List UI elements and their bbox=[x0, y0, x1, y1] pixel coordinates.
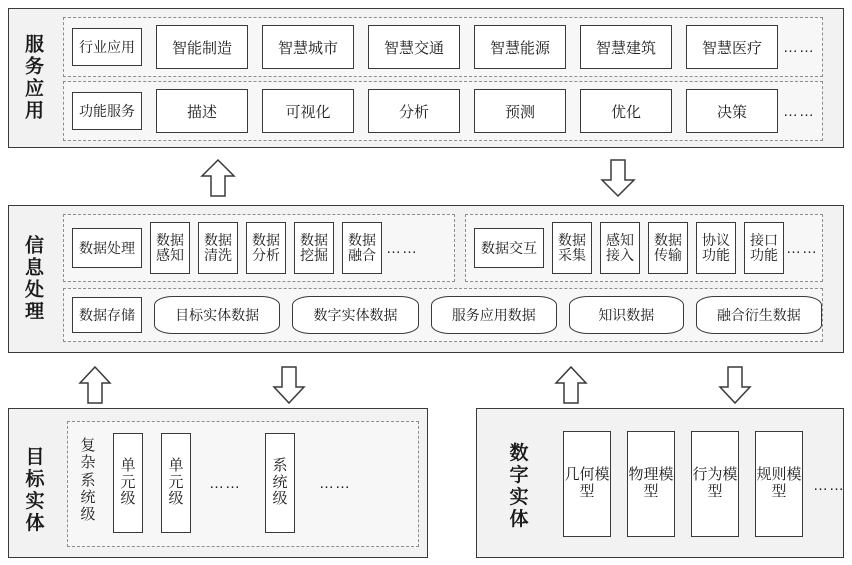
storage-item-digital-entity-data[interactable]: 数字实体数据 bbox=[292, 296, 418, 334]
exchange-item-data-transmission[interactable] bbox=[648, 222, 688, 274]
digital-entity-geometry-model[interactable]: 几何模型 bbox=[563, 431, 611, 537]
function-item-analysis[interactable]: 分析 bbox=[368, 89, 460, 133]
function-item-description[interactable]: 描述 bbox=[156, 89, 248, 133]
exchange-item-data-transmission-line2: 传输 bbox=[654, 247, 682, 263]
arrow-down-digital-entity bbox=[718, 365, 752, 405]
processing-item-data-cleaning-line1: 数据 bbox=[204, 231, 232, 248]
processing-item-data-fusion-line2: 融合 bbox=[348, 247, 376, 263]
layer-information-processing bbox=[8, 205, 844, 353]
group-data-storage-label: 数据存储 bbox=[72, 297, 142, 333]
storage-item-service-application-data[interactable]: 服务应用数据 bbox=[431, 296, 557, 334]
layer-information-processing-body bbox=[55, 206, 843, 352]
digital-entity-ellipsis: …… bbox=[813, 477, 845, 494]
function-item-optimization[interactable]: 优化 bbox=[580, 89, 672, 133]
function-item-prediction[interactable]: 预测 bbox=[474, 89, 566, 133]
target-entity-unit-level-1[interactable]: 单元级 bbox=[113, 433, 143, 533]
storage-item-knowledge-data[interactable]: 知识数据 bbox=[569, 296, 684, 334]
processing-item-data-cleaning-line2: 清洗 bbox=[204, 247, 232, 263]
service-item-smart-healthcare[interactable]: 智慧医疗 bbox=[686, 25, 778, 69]
processing-item-data-mining-line2: 挖掘 bbox=[300, 247, 328, 263]
layer-digital-entity bbox=[476, 408, 844, 558]
row-industry-application-ellipsis: …… bbox=[783, 38, 815, 56]
exchange-item-protocol-function-line2: 功能 bbox=[702, 247, 730, 263]
layer-digital-entity-title: 数字实体 bbox=[509, 443, 531, 530]
layer-service-application-title: 服务应用 bbox=[21, 34, 43, 122]
function-item-decision[interactable]: 决策 bbox=[686, 89, 778, 133]
layer-service-application-body bbox=[55, 9, 843, 147]
function-item-visualization[interactable]: 可视化 bbox=[262, 89, 354, 133]
processing-item-data-mining[interactable] bbox=[294, 222, 334, 274]
digital-entity-physics-model[interactable]: 物理模型 bbox=[627, 431, 675, 537]
group-data-storage bbox=[63, 288, 823, 342]
exchange-item-sensing-access[interactable] bbox=[600, 222, 640, 274]
group-data-exchange-label: 数据交互 bbox=[474, 228, 544, 268]
arrow-up-digital-entity bbox=[554, 365, 588, 405]
storage-item-fusion-derived-data[interactable]: 融合衍生数据 bbox=[696, 296, 822, 334]
layer-target-entity-title: 目标实体 bbox=[25, 447, 47, 534]
processing-item-data-analysis-line1: 数据 bbox=[252, 231, 280, 248]
processing-item-data-sensing-line1: 数据 bbox=[156, 231, 184, 248]
exchange-item-protocol-function-line1: 协议 bbox=[702, 231, 730, 248]
exchange-item-data-transmission-line1: 数据 bbox=[654, 231, 682, 248]
exchange-item-interface-function-line2: 功能 bbox=[750, 247, 778, 263]
row-function-service bbox=[63, 81, 823, 141]
service-item-smart-transport[interactable]: 智慧交通 bbox=[368, 25, 460, 69]
processing-item-data-cleaning[interactable] bbox=[198, 222, 238, 274]
arrow-up-service bbox=[200, 158, 236, 198]
exchange-item-interface-function[interactable] bbox=[744, 222, 784, 274]
exchange-item-protocol-function[interactable] bbox=[696, 222, 736, 274]
group-data-processing-ellipsis: …… bbox=[386, 239, 418, 257]
storage-item-target-entity-data[interactable]: 目标实体数据 bbox=[154, 296, 280, 334]
layer-target-entity bbox=[8, 408, 428, 558]
exchange-item-data-collection-line2: 采集 bbox=[558, 247, 586, 263]
processing-item-data-mining-line1: 数据 bbox=[300, 231, 328, 248]
target-entity-complex-system-label: 复杂系统级 bbox=[80, 437, 96, 523]
digital-entity-behavior-model[interactable]: 行为模型 bbox=[691, 431, 739, 537]
group-data-exchange bbox=[465, 214, 823, 282]
target-entity-inner-ellipsis: …… bbox=[209, 475, 241, 492]
processing-item-data-fusion[interactable] bbox=[342, 222, 382, 274]
service-item-smart-city[interactable]: 智慧城市 bbox=[262, 25, 354, 69]
exchange-item-sensing-access-line1: 感知 bbox=[606, 231, 634, 248]
processing-item-data-sensing[interactable] bbox=[150, 222, 190, 274]
exchange-item-interface-function-line1: 接口 bbox=[750, 231, 778, 248]
exchange-item-data-collection-line1: 数据 bbox=[558, 231, 586, 248]
target-entity-unit-level-2[interactable]: 单元级 bbox=[161, 433, 191, 533]
service-item-smart-energy[interactable]: 智慧能源 bbox=[474, 25, 566, 69]
row-industry-application-label: 行业应用 bbox=[72, 28, 142, 66]
arrow-down-target-entity bbox=[272, 365, 306, 405]
group-data-processing bbox=[63, 214, 455, 282]
group-data-processing-label: 数据处理 bbox=[72, 228, 142, 268]
group-data-exchange-ellipsis: …… bbox=[786, 239, 818, 257]
layer-service-application bbox=[8, 8, 844, 148]
arrow-up-target-entity bbox=[78, 365, 112, 405]
processing-item-data-analysis[interactable] bbox=[246, 222, 286, 274]
service-item-smart-building[interactable]: 智慧建筑 bbox=[580, 25, 672, 69]
exchange-item-sensing-access-line2: 接入 bbox=[606, 247, 634, 263]
row-function-service-ellipsis: …… bbox=[783, 102, 815, 120]
row-function-service-label: 功能服务 bbox=[72, 92, 142, 130]
processing-item-data-fusion-line1: 数据 bbox=[348, 231, 376, 248]
arrow-down-service bbox=[600, 158, 636, 198]
service-item-smart-manufacturing[interactable]: 智能制造 bbox=[156, 25, 248, 69]
target-entity-outer-ellipsis: …… bbox=[319, 475, 351, 492]
row-industry-application bbox=[63, 17, 823, 77]
processing-item-data-sensing-line2: 感知 bbox=[156, 247, 184, 263]
processing-item-data-analysis-line2: 分析 bbox=[252, 247, 280, 263]
layer-information-processing-title: 信息处理 bbox=[21, 235, 43, 323]
target-entity-system-level[interactable]: 系统级 bbox=[265, 433, 295, 533]
exchange-item-data-collection[interactable] bbox=[552, 222, 592, 274]
digital-entity-rule-model[interactable]: 规则模型 bbox=[755, 431, 803, 537]
